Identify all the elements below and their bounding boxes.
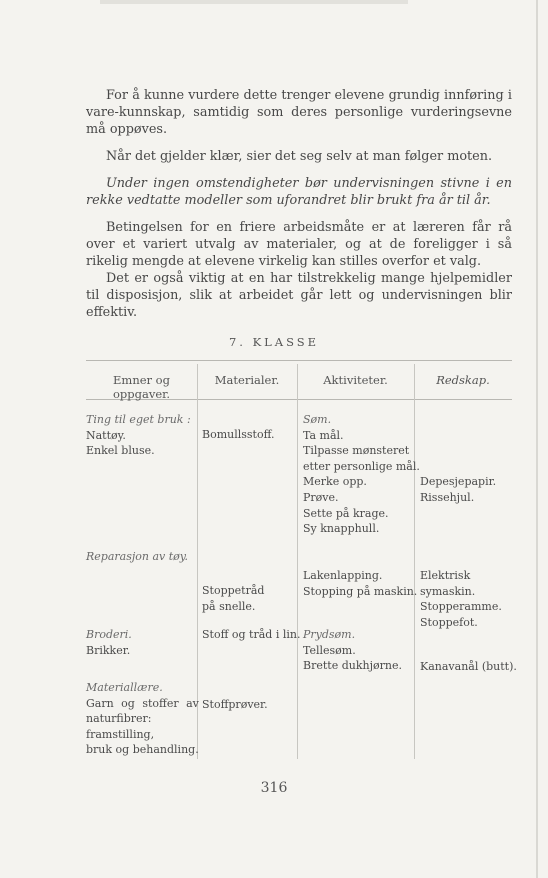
col-materialer-prover bbox=[202, 697, 268, 713]
table-top-rule bbox=[86, 360, 512, 361]
cell-text: på snelle. bbox=[202, 599, 256, 613]
cell-text: symaskin. bbox=[420, 584, 476, 598]
header-emner: Emner og oppgaver. bbox=[112, 373, 171, 401]
scan-shadow bbox=[100, 0, 408, 4]
col-aktiviteter bbox=[303, 412, 420, 537]
page-edge bbox=[536, 0, 538, 878]
cell-text: Stoff og tråd i lin. bbox=[202, 628, 301, 641]
col-emner-repair bbox=[86, 549, 188, 565]
body-text bbox=[86, 87, 512, 331]
cell-text: Reparasjon av tøy. bbox=[86, 550, 189, 563]
col-emner bbox=[86, 412, 191, 459]
cell-text: Søm. bbox=[303, 413, 332, 426]
cell-text: Kanavanål (butt). bbox=[420, 660, 517, 673]
cell-text: Stoffprøver. bbox=[202, 698, 268, 711]
column-divider-2 bbox=[297, 364, 298, 759]
paragraph-4: Betingelsen for en friere arbeidsmåte er at læreren får rå over et variert utvalg av materialer, og at de foreligger i så rikelig mengde at elevene virkelig kan stilles overfor et valg. bbox=[86, 220, 512, 269]
col-materialer-lin bbox=[202, 627, 300, 643]
cell-text: Brette dukhjørne. bbox=[303, 659, 402, 673]
cell-text: Stoppetråd bbox=[202, 584, 265, 597]
cell-text: framstilling, bbox=[86, 727, 155, 741]
col-emner-material bbox=[86, 680, 199, 758]
header-aktiviteter: Aktiviteter. bbox=[323, 373, 388, 387]
cell-text: Merke opp. bbox=[303, 475, 367, 489]
cell-text: Bomullsstoff. bbox=[202, 428, 275, 441]
cell-text: Materiallære. bbox=[86, 681, 163, 694]
cell-text: Tellesøm. bbox=[303, 643, 356, 657]
col-materialer bbox=[202, 427, 275, 443]
header-redskap: Redskap. bbox=[436, 373, 490, 387]
col-aktiviteter-repair bbox=[303, 568, 417, 599]
cell-text: Ting til eget bruk : bbox=[86, 413, 191, 426]
col-redskap-nal bbox=[420, 659, 517, 675]
cell-text: Sette på krage. bbox=[303, 506, 389, 520]
col-aktiviteter-pryd bbox=[303, 627, 402, 674]
cell-text: Elektrisk bbox=[420, 569, 471, 582]
col-materialer-stopp bbox=[202, 583, 264, 614]
cell-text: Sy knapphull. bbox=[303, 522, 380, 536]
paragraph-5: Det er også viktig at en har tilstrekkelig mange hjelpemidler til disposisjon, slik at arbeidet går lett og undervisningen blir effektiv. bbox=[86, 271, 512, 320]
cell-text: Stopping på maskin. bbox=[303, 584, 418, 598]
cell-text: Broderi. bbox=[86, 628, 132, 641]
cell-text: Tilpasse mønsteret bbox=[303, 444, 410, 458]
cell-text: bruk og behandling. bbox=[86, 743, 199, 757]
page-number: 316 bbox=[260, 780, 288, 796]
cell-text: Nattøy. bbox=[86, 428, 126, 442]
cell-text: etter personlige mål. bbox=[303, 459, 420, 473]
cell-text: Stoppefot. bbox=[420, 615, 478, 629]
section-heading: 7. KLASSE bbox=[228, 335, 320, 349]
paragraph-3: Under ingen omstendigheter bør undervisningen stivne i en rekke vedtatte modeller som uforandret blir brukt fra år til år. bbox=[86, 176, 512, 208]
header-materialer: Materialer. bbox=[214, 373, 280, 387]
cell-text: Prydsøm. bbox=[303, 628, 356, 641]
cell-text: Garn og stoffer av bbox=[86, 696, 199, 710]
cell-text: Rissehjul. bbox=[420, 490, 475, 504]
cell-text: Brikker. bbox=[86, 643, 131, 657]
cell-text: Ta mål. bbox=[303, 428, 344, 442]
col-emner-broderi bbox=[86, 627, 132, 658]
cell-text: Prøve. bbox=[303, 490, 339, 504]
cell-text: Stopperamme. bbox=[420, 600, 502, 614]
paragraph-1: For å kunne vurdere dette trenger elevene grundig innføring i vare-kunnskap, samtidig som deres personlige vurderingsevne må oppøves. bbox=[86, 88, 512, 137]
cell-text: Enkel bluse. bbox=[86, 444, 155, 458]
cell-text: Depesjepapir. bbox=[420, 475, 497, 488]
cell-text: naturfibrer: bbox=[86, 712, 152, 726]
paragraph-2: Når det gjelder klær, sier det seg selv at man følger moten. bbox=[106, 149, 493, 164]
col-redskap bbox=[420, 474, 496, 505]
cell-text: Lakenlapping. bbox=[303, 569, 383, 582]
col-redskap-maskin bbox=[420, 568, 502, 630]
